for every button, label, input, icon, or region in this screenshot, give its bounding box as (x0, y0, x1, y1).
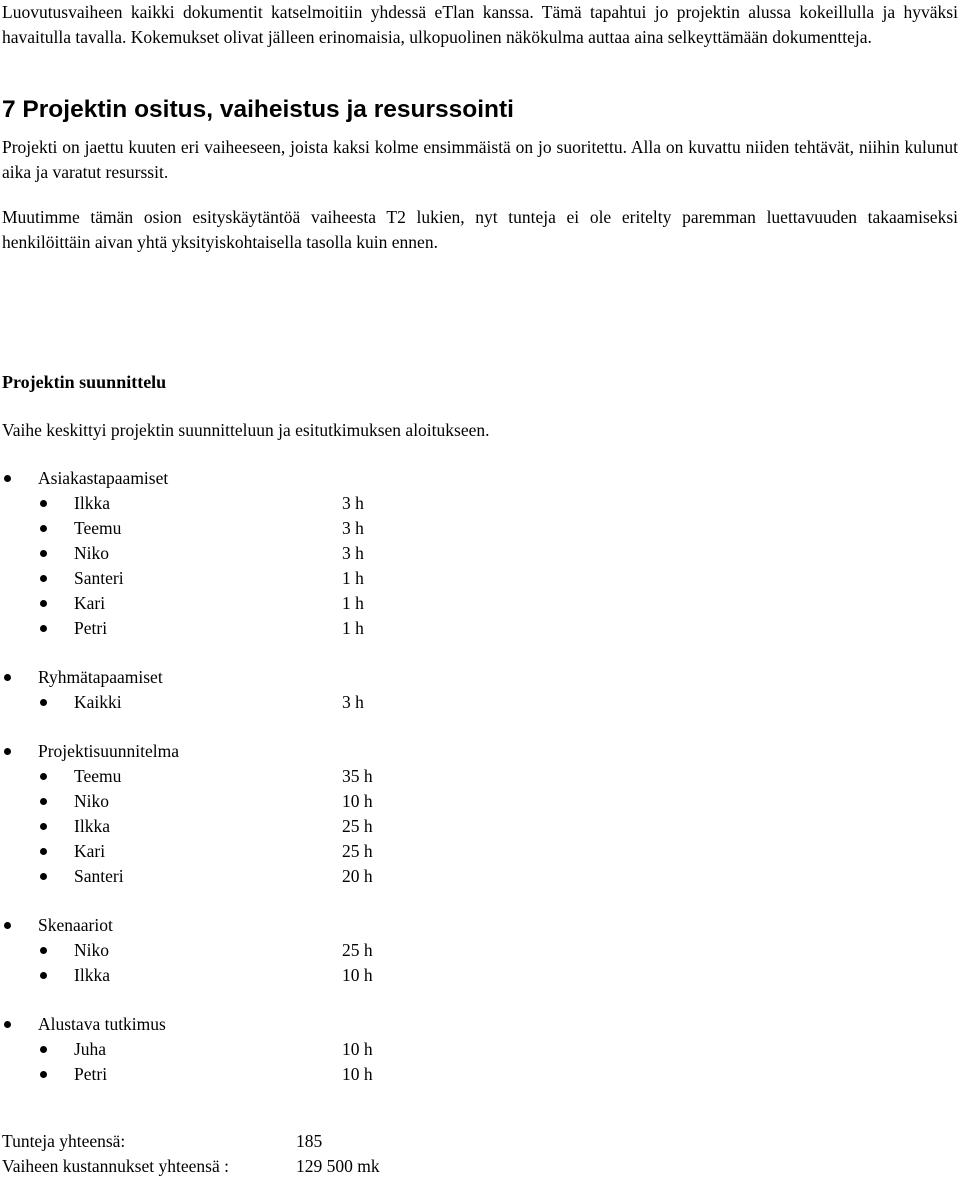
total-cost-row (2, 1154, 502, 1179)
hours-value: 25 h (342, 841, 373, 861)
resource-group (2, 1012, 502, 1087)
hours-value: 10 h (342, 791, 373, 811)
group-heading-row (2, 665, 502, 690)
resource-group (2, 913, 502, 988)
group-name: Projektisuunnitelma (38, 741, 179, 761)
person-name: Niko (74, 543, 109, 563)
person-name: Kaikki (74, 692, 122, 712)
list-item (2, 566, 502, 591)
intro-paragraph: Luovutusvaiheen kaikki dokumentit katselmoitiin yhdessä eTlan kanssa. Tämä tapahtui jo projektin alussa kokeillulla ja hyväksi havaitulla tavalla. Kokemukset olivat jälleen erinomaisia, ulkopuolinen näkökulma auttaa aina selkeyttämään dokumentteja. (2, 2, 958, 47)
list-item (2, 963, 502, 988)
bullet-icon (40, 873, 47, 880)
bullet-icon (40, 798, 47, 805)
paragraph-1: Projekti on jaettu kuuten eri vaiheeseen, joista kaksi kolme ensimmäistä on jo suoritettu. Alla on kuvattu niiden tehtävät, niihin kulunut aika ja varatut resurssit. (2, 137, 958, 182)
person-name: Juha (74, 1039, 107, 1059)
resource-group (2, 739, 502, 889)
person-name: Teemu (74, 518, 122, 538)
person-name: Ilkka (74, 965, 110, 985)
hours-value: 3 h (342, 493, 364, 513)
bullet-icon (40, 525, 47, 532)
list-item (2, 764, 502, 789)
list-item (2, 616, 502, 641)
hours-value: 25 h (342, 940, 373, 960)
hours-value: 25 h (342, 816, 373, 836)
group-name: Skenaariot (38, 915, 113, 935)
list-item (2, 814, 502, 839)
total-hours-label: Tunteja yhteensä: (2, 1131, 126, 1151)
person-name: Petri (74, 618, 108, 638)
person-name: Niko (74, 940, 109, 960)
bullet-icon (40, 1071, 47, 1078)
bullet-icon (40, 550, 47, 557)
bullet-icon (40, 699, 47, 706)
group-heading-row (2, 739, 502, 764)
resource-group (2, 466, 502, 641)
hours-value: 3 h (342, 692, 364, 712)
list-item (2, 541, 502, 566)
bullet-icon (40, 575, 47, 582)
person-name: Ilkka (74, 493, 110, 513)
total-hours-value: 185 (296, 1131, 323, 1151)
bullet-icon (40, 1046, 47, 1053)
bullet-icon (40, 947, 47, 954)
paragraph-2: Muutimme tämän osion esityskäytäntöä vaiheesta T2 lukien, nyt tunteja ei ole eritelty paremman luettavuuden takaamiseksi henkilöittäin aivan yhtä yksityiskohtaisella tasolla kuin ennen. (2, 207, 958, 252)
resource-list (2, 466, 502, 1111)
bullet-icon (40, 600, 47, 607)
group-heading-row (2, 913, 502, 938)
bullet-icon (4, 674, 11, 681)
person-name: Kari (74, 593, 106, 613)
bullet-icon (40, 972, 47, 979)
list-item (2, 1062, 502, 1087)
hours-value: 20 h (342, 866, 373, 886)
list-item (2, 789, 502, 814)
resource-group (2, 665, 502, 715)
bullet-icon (40, 848, 47, 855)
group-heading-row (2, 466, 502, 491)
bullet-icon (40, 500, 47, 507)
bullet-icon (40, 773, 47, 780)
list-item (2, 938, 502, 963)
hours-value: 3 h (342, 543, 364, 563)
bullet-icon (40, 823, 47, 830)
hours-value: 10 h (342, 1064, 373, 1084)
list-item (2, 1037, 502, 1062)
group-heading-row (2, 1012, 502, 1037)
hours-value: 1 h (342, 593, 364, 613)
hours-value: 10 h (342, 965, 373, 985)
group-name: Alustava tutkimus (38, 1014, 166, 1034)
section-heading: 7 Projektin ositus, vaiheistus ja resurssointi (2, 96, 514, 123)
list-item (2, 690, 502, 715)
bullet-icon (4, 475, 11, 482)
list-item (2, 516, 502, 541)
phase-title: Projektin suunnittelu (2, 372, 167, 392)
person-name: Niko (74, 791, 109, 811)
list-item (2, 839, 502, 864)
total-cost-value: 129 500 mk (296, 1156, 380, 1176)
phase-description: Vaihe keskittyi projektin suunnitteluun ja esitutkimuksen aloitukseen. (2, 420, 490, 440)
list-item (2, 591, 502, 616)
total-hours-row (2, 1129, 502, 1154)
person-name: Santeri (74, 568, 124, 588)
hours-value: 10 h (342, 1039, 373, 1059)
hours-value: 1 h (342, 568, 364, 588)
totals-block (2, 1129, 502, 1179)
group-name: Ryhmätapaamiset (38, 667, 163, 687)
person-name: Petri (74, 1064, 108, 1084)
bullet-icon (40, 625, 47, 632)
hours-value: 35 h (342, 766, 373, 786)
person-name: Ilkka (74, 816, 110, 836)
bullet-icon (4, 922, 11, 929)
list-item (2, 491, 502, 516)
person-name: Teemu (74, 766, 122, 786)
person-name: Kari (74, 841, 106, 861)
hours-value: 3 h (342, 518, 364, 538)
hours-value: 1 h (342, 618, 364, 638)
bullet-icon (4, 1021, 11, 1028)
bullet-icon (4, 748, 11, 755)
list-item (2, 864, 502, 889)
group-name: Asiakastapaamiset (38, 468, 169, 488)
total-cost-label: Vaiheen kustannukset yhteensä : (2, 1156, 229, 1176)
person-name: Santeri (74, 866, 124, 886)
